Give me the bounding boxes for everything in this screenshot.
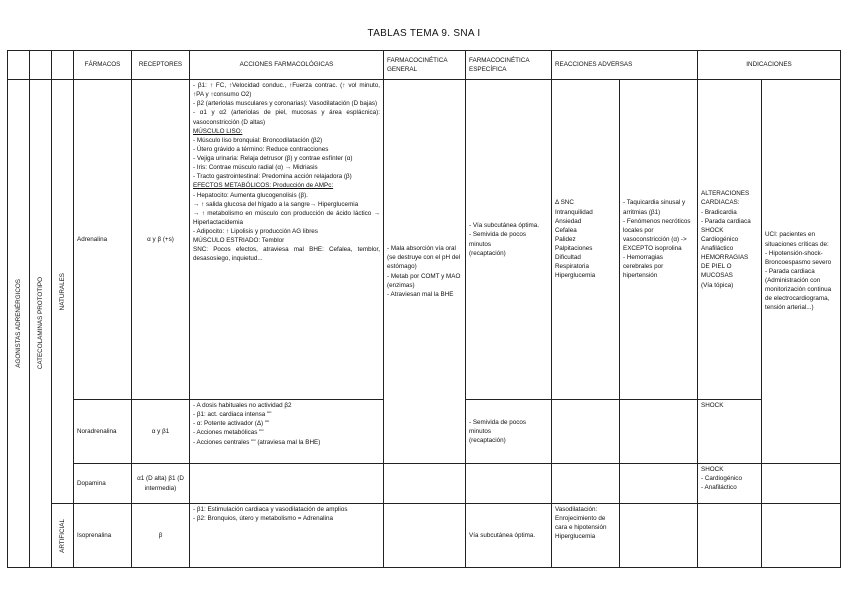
fc-especifica-line: (recaptación)	[469, 249, 506, 257]
accion-line: - β1: act. cardiaca intensa ""	[193, 411, 272, 419]
header-indicaciones: INDICACIONES	[698, 51, 841, 80]
reaccion-line: Hiperglucemia	[555, 272, 596, 280]
accion-line: - Acciones centrales "" (atraviesa mal la BHE)	[193, 438, 321, 446]
indicacion-line: Broncoespasmo severo	[765, 258, 832, 266]
accion-line: - Útero grávido a término: Reduce contracciones	[193, 145, 329, 153]
accion-line: - β1: ↑ FC, ↑Velocidad conduc., ↑Fuerza contrac. (↑ vol minuto, ↑PA y ↑consumo O2)	[193, 82, 380, 99]
receptores-dopamina: α1 (D alta) β1 (D intermedia)	[132, 464, 190, 504]
accion-line: - β2: Bronquios, útero y metabolismo = Adrenalina	[193, 515, 333, 523]
indicaciones-adrenalina-a	[698, 80, 762, 400]
group-naturales: NATURALES	[58, 272, 66, 311]
header-row	[8, 51, 841, 80]
accion-heading: MÚSCULO LISO:	[193, 127, 243, 135]
receptores-noradrenalina: α y β1	[132, 400, 190, 464]
reaccion-line: - Taquicardia sinusal y arritmias (β1)	[623, 199, 686, 216]
fc-general-line: - Metab por COMT y MAO (enzimas)	[387, 272, 461, 289]
header-fc-general: FARMACOCINÉTICA GENERAL	[384, 51, 466, 80]
accion-line: - Tracto gastrointestinal: Predomina acción relajadora (β)	[193, 173, 352, 181]
reaccion-line: Enrojecimiento de cara e hipotensión	[555, 515, 607, 532]
accion-line: - Vejiga urinaria: Relaja detrusor (β) y contrae esfínter (α)	[193, 155, 353, 162]
accion-line: - β2 (arteriolas musculares y coronarias): Vasodilatación (D bajas)	[193, 100, 378, 108]
reaccion-line: Δ SNC	[555, 199, 574, 207]
fc-especifica-line: - Semivida de pocos minutos	[469, 418, 527, 435]
reaccion-line: Ansiedad	[555, 217, 582, 225]
indicacion-line: UCI: pacientes en situaciones críticas de:	[765, 231, 829, 248]
indicacion-line: - Cardiogénico	[701, 475, 742, 483]
drug-adrenalina: Adrenalina	[74, 80, 132, 400]
reaccion-line: Cefalea	[555, 226, 577, 234]
fc-general-catecolaminas	[384, 80, 466, 464]
header-farmacos: FÁRMACOS	[74, 51, 132, 80]
reaccion-line: - Fenómenos necróticos locales por vasoconstricción (α) -> EXCEPTO isoprolina	[623, 217, 691, 253]
fc-especifica-line: (recaptación)	[469, 437, 506, 445]
reaccion-line: Respiratoria	[555, 263, 589, 271]
accion-line: MÚSCULO ESTRIADO: Temblor	[193, 237, 285, 245]
indicacion-line: SHOCK Cardiogénico Anafiláctico	[701, 226, 739, 253]
fc-especifica-isoprenalina: Vía subcutánea óptima.	[466, 504, 552, 568]
receptores-isoprenalina: β	[132, 504, 190, 568]
indicaciones-noradrenalina: SHOCK	[698, 400, 762, 464]
accion-line: - Hepatocito: Aumenta glucogenolisis (β).	[193, 191, 308, 199]
header-fc-especifica: FARMACOCINÉTICA ESPECÍFICA	[466, 51, 552, 80]
header-reacciones: REACCIONES ADVERSAS	[552, 51, 698, 80]
drug-noradrenalina: Noradrenalina	[74, 400, 132, 464]
indicacion-line: (Vía tópica)	[701, 281, 734, 289]
fc-general-line: - Atraviesan mal la BHE	[387, 290, 454, 298]
indicacion-line: - Parada cardiaca	[701, 217, 751, 225]
fc-general-line: - Mala absorción vía oral (se destruye con el pH del estómago)	[387, 245, 461, 271]
reacciones-isoprenalina	[552, 504, 620, 568]
indicacion-line: - Anafiláctico	[701, 484, 737, 492]
drug-dopamina: Dopamina	[74, 464, 132, 504]
accion-line: - α: Potente activador (Δ) ""	[193, 420, 270, 428]
fc-especifica-noradrenalina	[466, 400, 552, 464]
accion-line: - α1 y α2 (arteriolas de piel, mucosas y área esplácnica): vasoconstricción (D altas)	[193, 109, 380, 126]
indicacion-line: - Parada cardiaca	[765, 267, 815, 275]
indicacion-line: ALTERACIONES CARDIACAS:	[701, 190, 750, 207]
reaccion-line: Palidez	[555, 235, 576, 243]
accion-line: SNC: Pocos efectos, atraviesa mal BHE: Cefalea, temblor, desasosiego, inquietud...	[193, 246, 380, 263]
indicacion-line: (Administración con monitorización continua de electrocardiograma, tensión arterial...)	[765, 277, 832, 312]
accion-line: - Acciones metabólicas ""	[193, 429, 264, 437]
group-catecolaminas: CATECOLAMINAS PROTOTIPO	[36, 277, 44, 370]
accion-line: - Músculo liso bronquial: Broncodilatación (β2)	[193, 136, 323, 144]
accion-line: → ↑ salida glucosa del hígado a la sangre→ Hiperglucemia	[193, 200, 359, 208]
accion-line: - A dosis habituales no actividad β2	[193, 402, 292, 409]
group-artificial: ARTIFICIAL	[58, 518, 66, 553]
indicacion-line: HEMORRAGIAS DE PIEL O MUCOSAS	[701, 254, 749, 280]
fc-especifica-adrenalina	[466, 80, 552, 400]
group-agonistas: AGONISTAS ADRENÉRGICOS	[14, 279, 22, 368]
row-isoprenalina	[8, 504, 841, 568]
accion-line: → ↑ metabolismo en músculo con producción de ácido láctico → Hiperlactacidemia	[193, 209, 380, 226]
header-acciones: ACCIONES FARMACOLÓGICAS	[190, 51, 384, 80]
page-title: TABLAS TEMA 9. SNA I	[367, 28, 481, 39]
reacciones-adrenalina-snc	[552, 80, 620, 400]
indicaciones-dopamina	[698, 464, 762, 504]
reaccion-line: Palpitaciones	[555, 245, 593, 253]
fc-especifica-line: - Vía subcutánea óptima.	[469, 222, 540, 230]
header-receptores: RECEPTORES	[132, 51, 190, 80]
indicaciones-adrenalina-b	[762, 80, 841, 464]
reaccion-line: Vasodilatación:	[555, 506, 598, 513]
accion-line: - Iris: Contrae músculo radial (α) → Midriasis	[193, 164, 318, 172]
indicacion-line: - Hipotensión-shock-	[765, 249, 823, 257]
indicacion-line: SHOCK	[701, 466, 724, 473]
acciones-adrenalina	[190, 80, 384, 400]
accion-heading: EFECTOS METABÓLICOS: Producción de AMPc:	[193, 182, 334, 190]
fc-especifica-line: - Semivida de pocos minutos	[469, 231, 527, 248]
receptores-adrenalina: α y β (+s)	[132, 80, 190, 400]
reaccion-line: Intranquilidad	[555, 208, 593, 216]
acciones-noradrenalina	[190, 400, 384, 464]
reaccion-line: Hiperglucemia	[555, 533, 596, 541]
reaccion-line: - Hemorragias cerebrales por hipertensión	[623, 254, 664, 280]
drug-isoprenalina: Isoprenalina	[74, 504, 132, 568]
row-dopamina	[8, 464, 841, 504]
reacciones-adrenalina-cardio	[620, 80, 698, 400]
row-adrenalina	[8, 80, 841, 400]
accion-line: - Adipocito: ↑ Lipolisis y producción AG libres	[193, 228, 318, 235]
acciones-isoprenalina	[190, 504, 384, 568]
indicacion-line: - Bradicardia	[701, 208, 737, 216]
reaccion-line: Dificultad	[555, 254, 581, 262]
pharmacology-table	[7, 50, 841, 568]
accion-line: - β1: Estimulación cardiaca y vasodilatación de amplios	[193, 506, 348, 513]
